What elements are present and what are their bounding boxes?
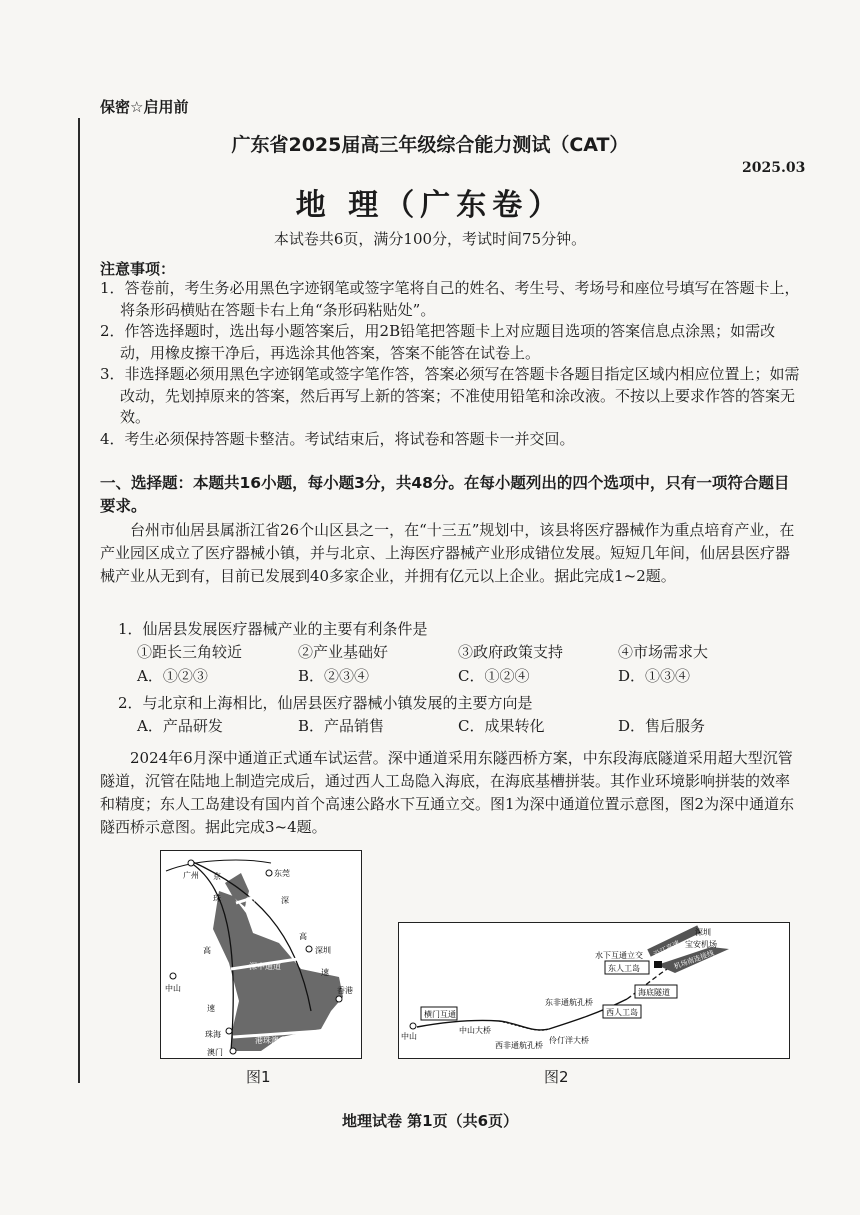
page-footer: 地理试卷 第1页（共6页） [341, 1112, 519, 1130]
q2-option-a: A．产品研发 [137, 717, 223, 735]
label-road: 深 [281, 896, 289, 905]
exam-title: 广东省2025届高三年级综合能力测试（CAT） [231, 134, 629, 156]
city-dot [226, 1028, 232, 1034]
margin-binding-line [78, 118, 80, 1083]
road-north [166, 860, 271, 871]
q1-option-b: B．②③④ [298, 667, 370, 685]
q1-item: ③政府政策支持 [458, 643, 564, 661]
label-lingding: 伶仃洋大桥 [549, 1036, 589, 1045]
label-dongguan: 东莞 [274, 869, 290, 878]
city-dot [306, 946, 312, 952]
zhongshan-dot [410, 1023, 416, 1029]
label-airport: 宝安机场 [685, 940, 717, 949]
label-zhongshan: 中山 [401, 1032, 417, 1041]
q2-option-c: C．成果转化 [458, 717, 545, 735]
label-guangzhou: 广州 [183, 871, 199, 880]
label-zhongshan: 中山 [165, 984, 181, 993]
label-road: 速 [207, 1004, 215, 1013]
question-1-stem: 1．仙居县发展医疗器械产业的主要有利条件是 [118, 620, 428, 638]
figure-1-svg [161, 851, 361, 1058]
label-shenzhen: 深圳 [695, 928, 711, 937]
label-zs-bridge: 中山大桥 [459, 1026, 491, 1035]
label-humen-bridge: 虎门大桥 [245, 896, 277, 905]
label-link-line: 机场南连接线 [672, 948, 716, 971]
city-dot [336, 996, 342, 1002]
subject-title: 地 理（广东卷） [295, 188, 565, 223]
label-west-island: 西人工岛 [606, 1008, 638, 1017]
q1-option-d: D．①③④ [618, 667, 691, 685]
notice-item: 1．答卷前，考生务必用黑色字迹钢笔或签字笔将自己的姓名、考生号、考场号和座位号填写在答题卡上，将条形码横贴在答题卡右上角“条形码粘贴处”。 [100, 279, 800, 319]
section-heading: 一、选择题：本题共16小题，每小题3分，共48分。在每小题列出的四个选项中，只有一项符合题目要求。 [100, 474, 790, 515]
label-shenzhen: 深圳 [315, 946, 331, 955]
figure-1-caption: 图1 [246, 1068, 271, 1086]
figure-2-svg [399, 923, 789, 1058]
label-macau: 澳门 [207, 1048, 223, 1057]
notice-item: 4．考生必须保持答题卡整洁。考试结束后，将试卷和答题卡一并交回。 [100, 429, 575, 448]
label-yanjiang: 沿江高速 [652, 939, 682, 959]
question-2-stem: 2．与北京和上海相比，仙居县医疗器械小镇发展的主要方向是 [118, 694, 533, 712]
label-west-bridge: 西非通航孔桥 [495, 1041, 543, 1050]
exam-date: 2025.03 [742, 160, 806, 176]
label-hengmen: 横门互通 [424, 1010, 456, 1019]
city-dot [230, 1048, 236, 1054]
label-zhuhai: 珠海 [205, 1030, 221, 1039]
passage-2: 2024年6月深中通道正式通车试运营。深中通道采用东隧西桥方案，中东段海底隧道采用超大型沉管隧道，沉管在陆地上制造完成后，通过西人工岛隐入海底，在海底基槽拼装。其作业环境影响拼装的效率和精度；东人工岛建设有国内首个高速公路水下互通立交。图1为深中通道位置示意图，图2为深中通道东隧西桥示意图。据此完成3~4题。 [100, 749, 795, 836]
q2-option-b: B．产品销售 [298, 717, 385, 735]
notice-heading: 注意事项： [100, 260, 176, 278]
figure-2-diagram [398, 922, 790, 1059]
label-hzmb: 港珠澳大桥 [255, 1036, 295, 1045]
label-road: 京 [213, 872, 221, 881]
figure-2-caption: 图2 [544, 1068, 569, 1086]
passage-1: 台州市仙居县属浙江省26个山区县之一，在“十三五”规划中，该县将医疗器械作为重点培育产业，在产业园区成立了医疗器械小镇，并与北京、上海医疗器械产业形成错位发展。短短几年间，仙居县医疗器械产业从无到有，目前已发展到40多家企业，并拥有亿元以上企业。据此完成1~2题。 [100, 521, 795, 585]
label-east-island: 东人工岛 [608, 964, 640, 973]
q1-option-a: A．①②③ [137, 667, 208, 685]
label-sz-link: 深中通道 [249, 962, 281, 971]
q1-item: ①距长三角较近 [137, 643, 243, 661]
east-island-marker [654, 961, 662, 968]
exam-info: 本试卷共6页，满分100分，考试时间75分钟。 [273, 230, 587, 248]
q1-item: ②产业基础好 [298, 643, 389, 661]
label-underwater: 水下互通立交 [595, 951, 643, 960]
q2-option-d: D．售后服务 [618, 717, 706, 735]
city-dot [266, 870, 272, 876]
city-dot [170, 973, 176, 979]
label-hongkong: 香港 [337, 986, 353, 995]
figure-1-map [160, 850, 362, 1059]
label-road: 速 [321, 968, 329, 977]
q1-item: ④市场需求大 [618, 643, 709, 661]
q1-option-c: C．①②④ [458, 667, 530, 685]
notice-item: 2．作答选择题时，选出每小题答案后，用2B铅笔把答题卡上对应题目选项的答案信息点涂黑；如需改动，用橡皮擦干净后，再选涂其他答案，答案不能答在试卷上。 [100, 322, 776, 362]
notice-list [100, 278, 800, 450]
label-tunnel: 海底隧道 [638, 988, 670, 997]
notice-item: 3．非选择题必须用黑色字迹钢笔或签字笔作答，答案必须写在答题卡各题目指定区域内相应位置上；如需改动，先划掉原来的答案，然后再写上新的答案；不准使用铅笔和涂改液。不按以上要求作答的答案无效。 [100, 365, 800, 426]
label-road: 高 [299, 932, 307, 941]
label-road: 高 [203, 946, 211, 955]
city-dot [188, 860, 194, 866]
label-east-bridge: 东非通航孔桥 [545, 998, 593, 1007]
label-road: 珠 [213, 894, 221, 903]
confidential-label: 保密☆启用前 [100, 98, 189, 116]
